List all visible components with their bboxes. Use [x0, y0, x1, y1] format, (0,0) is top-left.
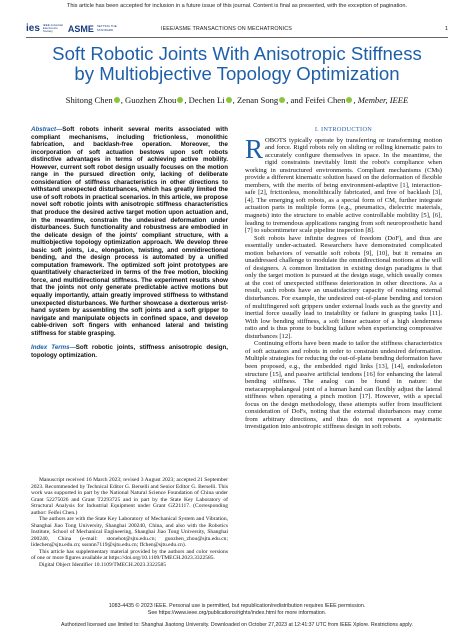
index-terms-text: Soft robotic joints, stiffness anisotropic design, topology optimization. — [31, 344, 228, 359]
title-line-1: Soft Robotic Joints With Anisotropic Stiffness — [52, 43, 422, 64]
intro-paragraph-2: Soft robots have infinite degrees of freedom (DoF), and thus are essentially under-actuated. Researchers have demonstrated complicated motion behaviors of versatile soft robots [9], [10], but it remains an unaddressed challenge to modulate the omnidirectional motions at the will of designers. A common limitation in existing design paradigms is that only the target motion is pursued at the design stage, which usually comes at the cost of unexpected stiffness deterioration in other directions. As a result, such robots have an unsatisfactory capacity of resisting external disturbances. For example, the undesired out-of-plane bending and torsion of multifingered soft grippers under external loads such as the gravity and inertial force usually lead to instability or failure in grasping tasks [11]. With low bending stiffness, a soft linear actuator of a high slenderness ratio and is thus prone to buckling failure when experiencing compressive disturbances [12]. — [245, 234, 442, 340]
orcid-icon[interactable] — [177, 97, 183, 103]
orcid-icon[interactable] — [346, 97, 352, 103]
paragraph-text: OBOTS typically operate by transferring or transforming motion and force. Rigid robots rely on sliding or rolling kinematic pairs to accurately configure themselves in space. In the meantime, the rigid constraints inevitably limit the robot's compliance when working in unstructured environments. Compliant mechanisms (CMs) provide a different kinematic solution based on the deformation of flexible members, with the merits of being environment-adaptive [1], interaction-safe [2], frictionless, monolithically fabricated, and free of backlash [3], [4]. The emerging soft robots, as a special form of CM, further integrate actuation parts in multiple forms (e.g., pneumatics, dielectric materials, magnets) into the structure to enable active controllable mobility [5], [6], leading to tremendous applications ranging from soft neuroprosthetic hand [7] to subcentimeter scale pipeline inspection [8]. — [245, 136, 442, 235]
paper-title — [0, 44, 474, 84]
orcid-icon[interactable] — [226, 97, 232, 103]
asme-logo-subtext: SETTING THE STANDARD — [96, 24, 117, 32]
page-header — [26, 21, 448, 38]
author-name: Shitong Chen — [65, 95, 113, 105]
drop-cap: R — [245, 133, 264, 164]
supplementary-footnote: This article has supplementary material provided by the authors and color versions of one or more figures available at https://doi.org/10.1109/TMECH.2023.3322585. — [31, 548, 228, 561]
right-column — [245, 126, 442, 431]
abstract — [31, 126, 228, 337]
index-terms — [31, 344, 228, 359]
publisher-logos — [26, 23, 121, 34]
copyright-notice — [0, 603, 474, 617]
title-line-2: by Multiobjective Topology Optimization — [74, 63, 400, 84]
license-note: Authorized licensed use limited to: Shanghai Jiaotong University. Downloaded on October 27,2023 at 12:41:37 UTC from IEEE Xplore. Restrictions apply. — [61, 622, 413, 628]
ies-logo-subtext: IEEE Industrial Electronics Society — [42, 22, 63, 34]
index-terms-label: Index Terms— — [31, 344, 76, 352]
section-heading: I. INTRODUCTION — [314, 126, 373, 133]
asme-logo: ASME — [67, 23, 94, 34]
intro-paragraph-3: Continuing efforts have been made to tailor the stiffness characteristics of soft actuators and robots in order to constrain undesired deformation. Multiple strategies for reducing the out-of-plane bending deformation have been proposed, e.g., the embedded rigid links [13], [14], endoskeleton structure [15], and passive artificial tendons [16] for enhancing the lateral bending stiffness. The analog can be found in nature: the metacarpophalangeal joint of a human hand can flexibly adjust the lateral stiffness when operating a pinch motion [17]. However, with a special focus on the design methodology, these attempts suffer from insufficient consideration of DoFs, noting that the external disturbances may come from arbitrary directions, and thus do not represent a systematic investigation into anisotropic stiffness design in soft robots. — [245, 340, 442, 431]
journal-name: IEEE/ASME TRANSACTIONS ON MECHATRONICS — [161, 26, 292, 32]
rights-link[interactable]: See https://www.ieee.org/publications/rights/index.html for more information. — [147, 609, 327, 616]
affiliation-footnote: The authors are with the State Key Laboratory of Mechanical System and Vibration, Shanghai Jiao Tong University, Shanghai 200240, China, and also with the Robotics Institute, School of Mechanical Engineering, Shanghai Jiao Tong University, Shanghai 200240, China (e-mail: stonehot@sjtu.edu.cn; guozhen_zhou@sjtu.edu.cn; lidechen@sjtu.edu.cn; sssnnn7119@sjtu.edu.cn; ffchen@sjtu.edu.cn). — [31, 516, 228, 548]
doi-footnote: Digital Object Identifier 10.1109/TMECH.2023.3322585 — [39, 561, 167, 568]
footnotes — [31, 477, 228, 568]
author-name: , Zenan Song — [232, 95, 279, 105]
orcid-icon[interactable] — [279, 97, 285, 103]
abstract-label: Abstract— — [31, 126, 63, 133]
left-column — [31, 126, 228, 359]
author-name: , Guozhen Zhou — [120, 95, 177, 105]
author-name: , Dechen Li — [184, 95, 225, 105]
page-number: 1 — [444, 26, 448, 32]
acceptance-note: This article has been accepted for inclusion in a future issue of this journal. Content is final as presented, with the exception of pagination. — [66, 3, 408, 9]
orcid-icon[interactable] — [114, 97, 120, 103]
abstract-text: Soft robots inherit several merits associated with compliant mechanisms, including frictionless, monolithic fabrication, and backlash-free operation. Moreover, the incorporation of soft actuation bestows upon soft robots distinctive advantages in terms of achieving active mobility. However, current soft robot design usually focuses on the motion range in the pursued direction only, lacking of deliberate consideration of stiffness characteristics in other directions to withstand unexpected disturbances, which has greatly limited the use of soft robots in practical scenarios. In this article, we propose novel soft robotic joints with anisotropic stiffness characteristics that produce the desired active target motion upon actuation and, in the meantime, constrain the undesired deformation under disturbances. Such functionality and robustness are embodied in the delicate design of the joints' compliant structure, with a multiobjective topology optimization approach. We develop three basic soft joints, i.e., elongation, twisting, and omnidirectional bending, and the design process is automated by a unified computation framework. The optimized soft joint prototypes are quantitatively characterized in terms of the free motion, blocking force, and multidirectional stiffness. The experiment results show that the joints not only generate predictable active motions but equally importantly, attain greatly improved stiffness to withstand unexpected disturbances. We further showcase a dexterous wrist-hand system by assembling the soft joints and a soft gripper to navigate and manipulate objects in confined space, and develop cable-driven soft fingers with enhanced lateral and twisting stiffness for stable grasping. — [31, 126, 228, 337]
copyright-line: 1083-4435 © 2023 IEEE. Personal use is permitted, but republication/redistribution requires IEEE permission. — [108, 603, 366, 609]
intro-paragraph-1 — [245, 133, 442, 235]
author-list — [0, 95, 474, 105]
ies-logo: ies — [26, 23, 40, 34]
manuscript-footnote: Manuscript received 16 March 2023; revised 3 August 2023; accepted 21 September 2023. Recommended by Technical Editor G. Berselli and Senior Editor G. Berselli. This work was supported in part by the National Natural Science Foundation of China under Grant 52275026 and Grant T2293725 and in part by the State Key Laboratory of Structural Analysis for Industrial Equipment under Grant GZ21117. (Corresponding author: Feifei Chen.) — [31, 477, 228, 516]
membership-grade: , Member, IEEE — [353, 95, 409, 105]
author-name: , and Feifei Chen — [286, 95, 346, 105]
